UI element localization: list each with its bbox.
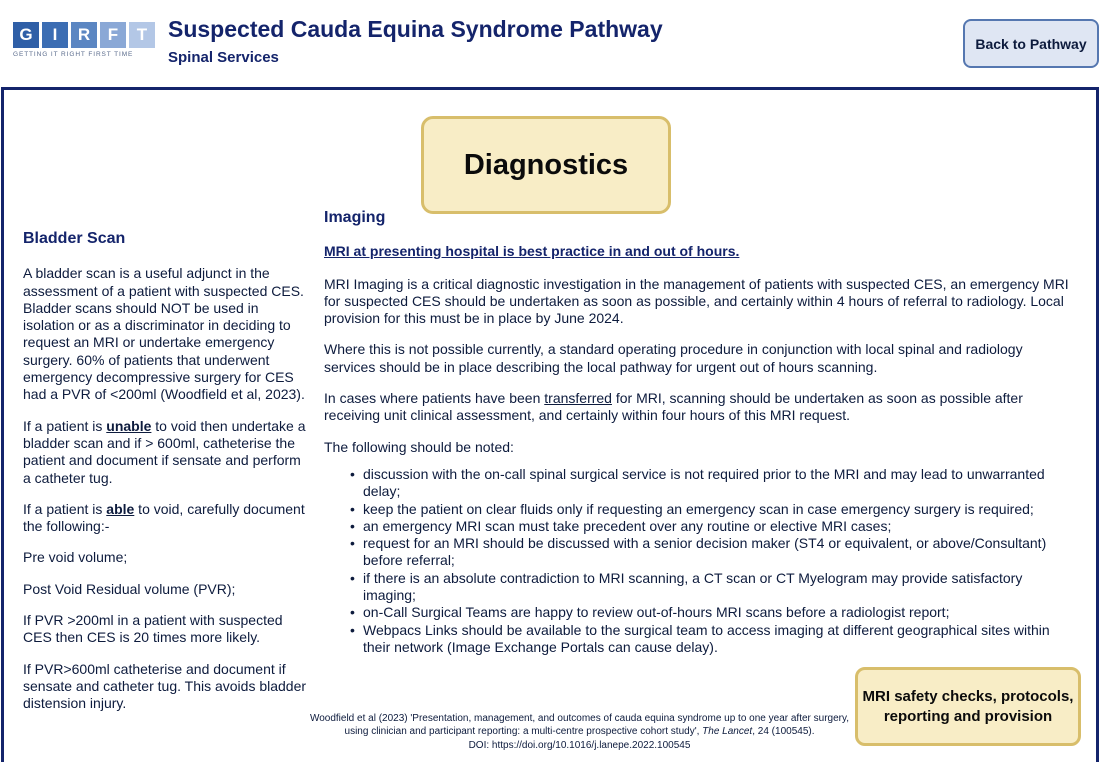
- section-title-box: [421, 116, 671, 214]
- imaging-paragraph: [324, 390, 1074, 425]
- text: If a patient is: [23, 417, 107, 434]
- text: , 24 (100545).: [752, 726, 815, 738]
- text: In cases where patients have been: [324, 390, 545, 407]
- logo-letter: G: [13, 22, 39, 48]
- imaging-heading: Imaging: [324, 209, 386, 226]
- page-title: Suspected Cauda Equina Syndrome Pathway: [168, 16, 663, 42]
- imaging-paragraph: Where this is not possible currently, a standard operating procedure in conjunction with local spinal and radiology services should be in place describing the local pathway for urgent out of hours scanning.: [324, 341, 1023, 375]
- bladder-paragraph: [23, 418, 309, 487]
- logo-letter: R: [71, 22, 97, 48]
- journal-name: The Lancet: [702, 726, 753, 738]
- reference-doi: DOI: https://doi.org/10.1016/j.lanepe.2022.100545: [468, 739, 691, 751]
- text: to void then undertake a bladder scan and if > 600ml, catheterise the patient and document if sensate and perform a catheter tug.: [23, 417, 306, 486]
- logo-letter: F: [100, 22, 126, 48]
- logo-tagline: GETTING IT RIGHT FIRST TIME: [13, 51, 134, 58]
- list-item: • request for an MRI should be discussed with a senior decision maker (ST4 or equivalent, or above/Consultant) before referral;: [350, 535, 1074, 570]
- list-item: • discussion with the on-call spinal surgical service is not required prior to the MRI and may lead to unwarranted delay;: [350, 466, 1074, 501]
- bladder-paragraph: [23, 501, 309, 536]
- bladder-paragraph: Post Void Residual volume (PVR);: [23, 580, 236, 597]
- emphasis-transferred: transferred: [544, 390, 612, 407]
- bladder-paragraph: A bladder scan is a useful adjunct in the assessment of a patient with suspected CES. Bladder scans should NOT be used in isolation or as a discriminator in deciding to request an MRI or undertake emergency surgery. 60% of patients that underwent emergency decompressive surgery for CES had a PVR of <200ml (Woodfield et al, 2023).: [23, 265, 305, 403]
- back-to-pathway-button[interactable]: Back to Pathway: [963, 19, 1099, 68]
- list-item: • on-Call Surgical Teams are happy to review out-of-hours MRI scans before a radiologist report;: [350, 604, 1074, 621]
- list-item: • if there is an absolute contradiction to MRI scanning, a CT scan or CT Myelogram may provide satisfactory imaging;: [350, 570, 1074, 605]
- logo-letter: T: [129, 22, 155, 48]
- section-title: Diagnostics: [463, 148, 629, 181]
- imaging-paragraph: The following should be noted:: [324, 438, 514, 455]
- text: If a patient is: [23, 500, 107, 517]
- imaging-lead: MRI at presenting hospital is best practice in and out of hours.: [324, 243, 740, 260]
- page-subtitle: Spinal Services: [168, 49, 279, 66]
- list-item: • Webpacs Links should be available to the surgical team to access imaging at different geographical sites within their network (Image Exchange Portals can cause delay).: [350, 622, 1074, 657]
- logo-letter: I: [42, 22, 68, 48]
- imaging-section: [324, 209, 1074, 656]
- bladder-scan-heading: Bladder Scan: [23, 230, 126, 247]
- bladder-paragraph: Pre void volume;: [23, 549, 128, 566]
- text: for MRI, scanning should be undertaken as soon as possible after receiving unit clinical assessment, and certainly within four hours of this MRI request.: [324, 390, 1023, 424]
- emphasis-unable: unable: [106, 417, 152, 434]
- bladder-scan-section: [23, 230, 309, 727]
- list-item: • an emergency MRI scan must take precedent over any routine or elective MRI cases;: [350, 518, 1074, 535]
- text: to void, carefully document the following:-: [23, 500, 305, 535]
- list-item: • keep the patient on clear fluids only if requesting an emergency scan in case emergency surgery is required;: [350, 501, 1074, 518]
- reference-citation: [302, 712, 857, 752]
- emphasis-able: able: [106, 500, 135, 517]
- imaging-paragraph: MRI Imaging is a critical diagnostic investigation in the management of patients with suspected CES, an emergency MRI for suspected CES should be undertaken as soon as possible, and certainly within 4 hours of referral to radiology. Local provision for this must be in place by June 2024.: [324, 275, 1069, 327]
- mri-safety-button[interactable]: MRI safety checks, protocols, reporting and provision: [855, 667, 1081, 746]
- bladder-paragraph: If PVR>600ml catheterise and document if sensate and catheter tug. This avoids bladder distension injury.: [23, 660, 307, 712]
- bladder-paragraph: If PVR >200ml in a patient with suspected CES then CES is 20 times more likely.: [23, 612, 283, 646]
- girft-logo: [13, 22, 159, 60]
- imaging-bullet-list: [350, 466, 1074, 656]
- text: Woodfield et al (2023) 'Presentation, management, and outcomes of cauda equina syndrome up to one year after surgery, using clinician and participant reporting: a multi-centre prospective cohort study',: [309, 713, 850, 738]
